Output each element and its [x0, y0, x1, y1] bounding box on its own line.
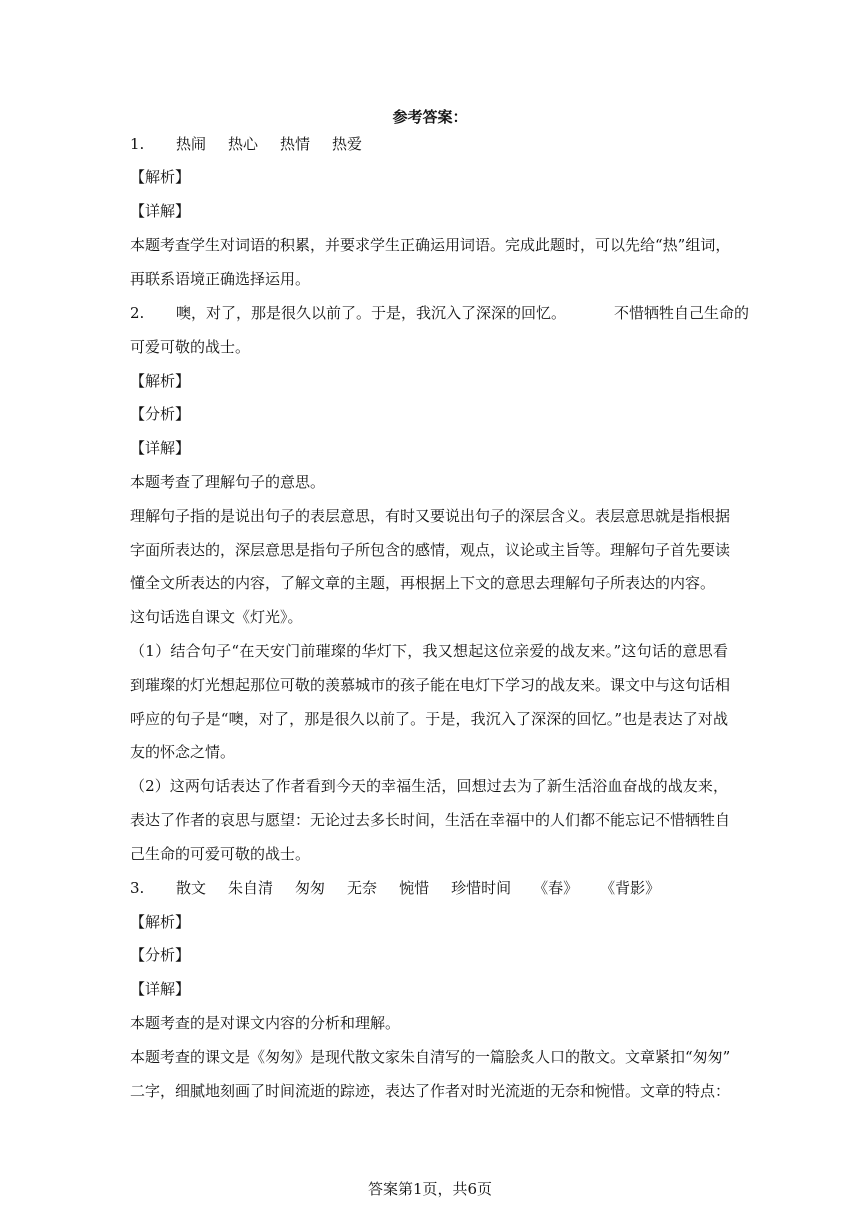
q2-answer: 不惜牺牲自己生命的	[614, 304, 750, 322]
q3-number: 3.	[130, 879, 145, 897]
q2-text-line: 本题考查了理解句子的意思。	[130, 473, 326, 491]
q3-answer: 无奈	[347, 879, 378, 897]
q3-answer: 惋惜	[399, 879, 430, 897]
q2-text-line: （2）这两句话表达了作者看到今天的幸福生活，回想过去为了新生活浴血奋战的战友来，	[130, 777, 728, 795]
q1-answer: 热闹	[176, 135, 207, 153]
q3-answer: 匆匆	[295, 879, 326, 897]
q1-text-line: 再联系语境正确选择运用。	[130, 270, 311, 288]
q2-number: 2.	[130, 304, 145, 322]
q2-text-line: 字面所表达的，深层意思是指句子所包含的感情，观点，议论或主旨等。理解句子首先要读	[130, 541, 731, 559]
q2-text-line: 懂全文所表达的内容，了解文章的主题，再根据上下文的意思去理解句子所表达的内容。	[130, 574, 716, 592]
q1-answer: 热心	[228, 135, 259, 153]
q3-analysis-heading: 【解析】	[130, 913, 191, 931]
q2-answer-line	[130, 303, 749, 323]
q2-answer: 噢，对了，那是很久以前了。于是，我沉入了深深的回忆。	[176, 304, 567, 322]
q1-detail-heading: 【详解】	[130, 202, 191, 220]
q2-fenxi-heading: 【分析】	[130, 405, 191, 423]
q3-answer: 珍惜时间	[451, 879, 512, 897]
q2-analysis-heading: 【解析】	[130, 372, 191, 390]
q3-text-line: 本题考查的课文是《匆匆》是现代散文家朱自清写的一篇脍炙人口的散文。文章紧扣“匆匆”	[130, 1048, 731, 1066]
q2-text-line: 友的怀念之情。	[130, 743, 236, 761]
q3-detail-heading: 【详解】	[130, 980, 191, 998]
q1-number: 1.	[130, 135, 145, 153]
q3-text-line: 本题考查的是对课文内容的分析和理解。	[130, 1014, 401, 1032]
q3-answer: 《背影》	[600, 879, 661, 897]
q3-fenxi-heading: 【分析】	[130, 946, 191, 964]
q2-text-line: 理解句子指的是说出句子的表层意思，有时又要说出句子的深层含义。表层意思就是指根据	[130, 507, 731, 525]
page-title: 参考答案：	[392, 108, 468, 126]
q1-answer-line	[130, 134, 362, 154]
q3-answer: 散文	[176, 879, 207, 897]
q2-text-line: 表达了作者的哀思与愿望：无论过去多长时间，生活在幸福中的人们都不能忘记不惜牺牲自	[130, 811, 731, 829]
q1-answer: 热情	[280, 135, 311, 153]
q2-text-line: 呼应的句子是“噢，对了，那是很久以前了。于是，我沉入了深深的回忆。”也是表达了对战	[130, 710, 728, 728]
q1-text-line: 本题考查学生对词语的积累，并要求学生正确运用词语。完成此题时，可以先给“热”组词，	[130, 236, 731, 254]
q2-text-line: 到璀璨的灯光想起那位可敬的羡慕城市的孩子能在电灯下学习的战友来。课文中与这句话相	[130, 676, 731, 694]
page-footer: 答案第1页，共6页	[367, 1180, 493, 1198]
q3-text-line: 二字，细腻地刻画了时间流逝的踪迹，表达了作者对时光流逝的无奈和惋惜。文章的特点：	[130, 1082, 731, 1100]
q3-answer: 朱自清	[228, 879, 274, 897]
q2-text-line: 这句话选自课文《灯光》。	[130, 608, 303, 626]
q2-text-line: 己生命的可爱可敬的战士。	[130, 845, 311, 863]
q2-detail-heading: 【详解】	[130, 439, 191, 457]
q3-answer: 《春》	[533, 879, 579, 897]
q1-analysis-heading: 【解析】	[130, 168, 191, 186]
q1-answer: 热爱	[332, 135, 363, 153]
q2-answer-cont: 可爱可敬的战士。	[130, 338, 251, 356]
q3-answer-line	[130, 878, 660, 898]
q2-text-line: （1）结合句子“在天安门前璀璨的华灯下，我又想起这位亲爱的战友来。”这句话的意思看	[130, 642, 728, 660]
